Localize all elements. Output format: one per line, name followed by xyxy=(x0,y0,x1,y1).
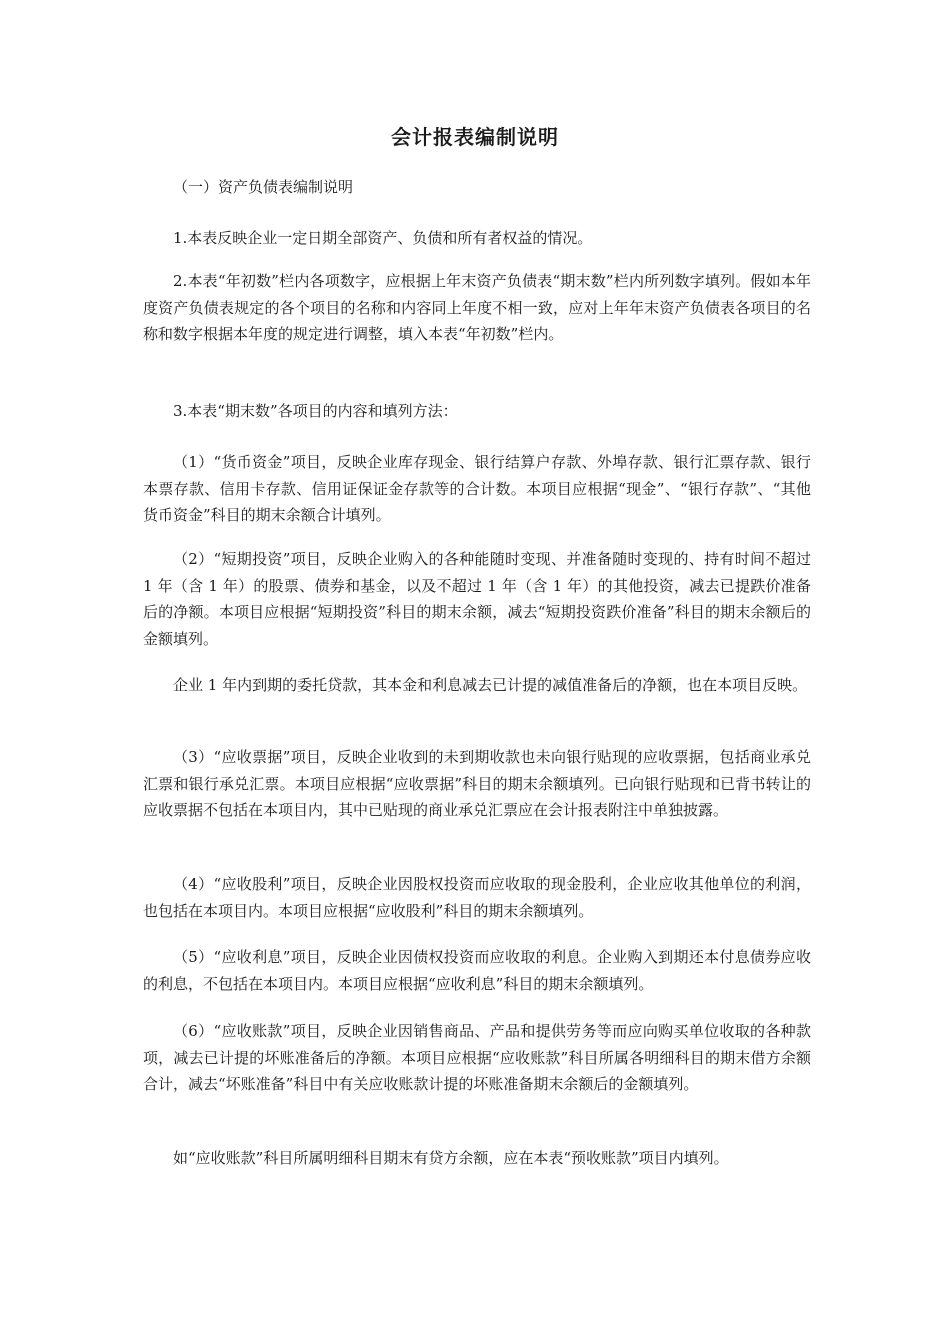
paragraph-item-6: （6）“应收账款”项目，反映企业因销售商品、产品和提供劳务等而应向购买单位收取的各种款项，减去已计提的坏账准备后的净额。本项目应根据“应收账款”科目所属各明细科目的期末借方余额合计，减去“坏账准备”科目中有关应收账款计提的坏账准备期末余额后的金额填列。 xyxy=(143,1022,811,1093)
paragraph-item-3: （3）“应收票据”项目，反映企业收到的未到期收款也未向银行贴现的应收票据，包括商业承兑汇票和银行承兑汇票。本项目应根据“应收票据”科目的期末余额填列。已向银行贴现和已背书转让的应收票据不包括在本项目内，其中已贴现的商业承兑汇票应在会计报表附注中单独披露。 xyxy=(143,748,811,819)
paragraph-credit-balance: 如“应收账款”科目所属明细科目期末有贷方余额，应在本表“预收账款”项目内填列。 xyxy=(173,1149,729,1167)
paragraph-item-1: （1）“货币资金”项目，反映企业库存现金、银行结算户存款、外埠存款、银行汇票存款、银行本票存款、信用卡存款、信用证保证金存款等的合计数。本项目应根据“现金”、“银行存款”、“其他货币资金”科目的期末余额合计填列。 xyxy=(143,453,811,524)
document-title: 会计报表编制说明 xyxy=(391,125,559,149)
paragraph-3: 3.本表“期末数”各项目的内容和填列方法： xyxy=(173,402,458,420)
section-heading-balance-sheet: （一）资产负债表编制说明 xyxy=(173,178,354,196)
paragraph-1: 1.本表反映企业一定日期全部资产、负债和所有者权益的情况。 xyxy=(173,229,593,247)
paragraph-2: 2.本表“年初数”栏内各项数字，应根据上年末资产负债表“期末数”栏内所列数字填列。假如本年度资产负债表规定的各个项目的名称和内容同上年度不相一致，应对上年年末资产负债表各项目的名称和数字根据本年度的规定进行调整，填入本表“年初数”栏内。 xyxy=(143,272,811,343)
paragraph-entrusted-loans: 企业 1 年内到期的委托贷款，其本金和利息减去已计提的减值准备后的净额，也在本项目反映。 xyxy=(173,676,808,694)
paragraph-item-4: （4）“应收股利”项目，反映企业因股权投资而应收取的现金股利，企业应收其他单位的利润，也包括在本项目内。本项目应根据“应收股利”科目的期末余额填列。 xyxy=(143,875,811,920)
paragraph-item-5: （5）“应收利息”项目，反映企业因债权投资而应收取的利息。企业购入到期还本付息债券应收的利息，不包括在本项目内。本项目应根据“应收利息”科目的期末余额填列。 xyxy=(143,948,811,993)
paragraph-item-2: （2）“短期投资”项目，反映企业购入的各种能随时变现、并准备随时变现的、持有时间不超过 1 年（含 1 年）的股票、债券和基金，以及不超过 1 年（含 1 年）的其他投资，减去已提跌价准备后的净额。本项目应根据“短期投资”科目的期末余额，减去“短期投资跌价准备”科目的期末余额后的金额填列。 xyxy=(143,550,811,648)
